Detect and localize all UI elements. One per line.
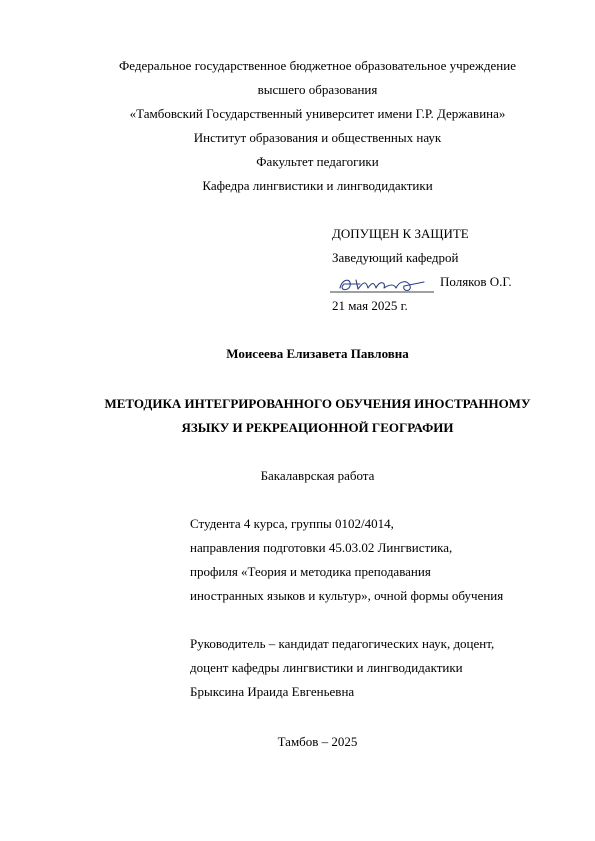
student-info-line-3: профиля «Теория и методика преподавания	[190, 564, 431, 579]
supervisor-line-2: доцент кафедры лингвистики и лингводидактики	[190, 660, 463, 675]
student-info-line-1: Студента 4 курса, группы 0102/4014,	[190, 516, 394, 531]
student-info-line-4: иностранных языков и культур», очной формы обучения	[190, 588, 504, 603]
approval-head-name: Поляков О.Г.	[440, 274, 512, 289]
header-line-institute: Институт образования и общественных наук	[193, 130, 442, 145]
city-year: Тамбов – 2025	[277, 734, 358, 749]
signature-image	[330, 274, 434, 296]
thesis-title-line-1: МЕТОДИКА ИНТЕГРИРОВАННОГО ОБУЧЕНИЯ ИНОСТРАННОМУ	[104, 396, 531, 411]
approval-role: Заведующий кафедрой	[332, 250, 459, 265]
header-line-university: «Тамбовский Государственный университет имени Г.Р. Державина»	[129, 106, 506, 121]
supervisor-line-3: Брыксина Ираида Евгеньевна	[190, 684, 355, 699]
approval-title: ДОПУЩЕН К ЗАЩИТЕ	[332, 226, 469, 241]
author-name: Моисеева Елизавета Павловна	[226, 346, 409, 361]
approval-date: 21 мая 2025 г.	[332, 298, 408, 313]
header-line-education: высшего образования	[257, 82, 378, 97]
header-line-faculty: Факультет педагогики	[256, 154, 379, 169]
thesis-title-line-2: ЯЗЫКУ И РЕКРЕАЦИОННОЙ ГЕОГРАФИИ	[181, 420, 454, 435]
supervisor-line-1: Руководитель – кандидат педагогических наук, доцент,	[190, 636, 495, 651]
header-line-federal: Федеральное государственное бюджетное образовательное учреждение	[119, 58, 516, 73]
header-line-department: Кафедра лингвистики и лингводидактики	[202, 178, 433, 193]
student-info-line-2: направления подготовки 45.03.02 Лингвистика,	[190, 540, 453, 555]
work-type: Бакалаврская работа	[260, 468, 375, 483]
